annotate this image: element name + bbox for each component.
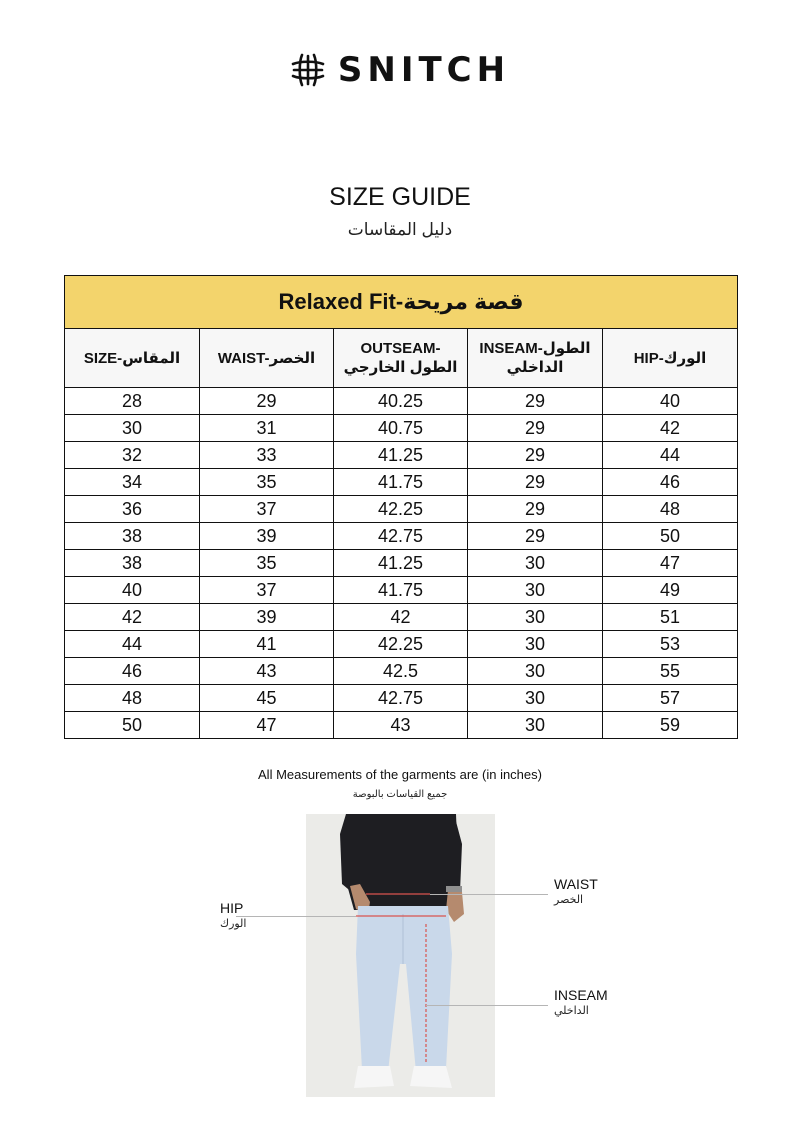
table-cell: 37 (200, 577, 334, 604)
brand-header (0, 50, 800, 90)
table-cell: 42 (65, 604, 200, 631)
model-photo (306, 814, 495, 1097)
page-title: SIZE GUIDE (329, 183, 471, 211)
column-header-label: HIP-الورك (633, 349, 707, 367)
column-header-label: SIZE-المقاس (83, 349, 181, 367)
table-cell: 41.25 (334, 550, 468, 577)
table-row (65, 442, 738, 469)
table-cell: 50 (65, 712, 200, 739)
column-header (334, 329, 468, 388)
inseam-label-text: INSEAM (554, 987, 608, 1003)
table-cell: 39 (200, 604, 334, 631)
fit-label: Relaxed Fit-قصة مريحة (65, 276, 738, 329)
table-cell: 47 (603, 550, 738, 577)
table-cell: 50 (603, 523, 738, 550)
table-cell: 29 (468, 388, 603, 415)
table-cell: 46 (65, 658, 200, 685)
table-cell: 53 (603, 631, 738, 658)
table-cell: 30 (468, 685, 603, 712)
table-cell: 37 (200, 496, 334, 523)
table-cell: 35 (200, 550, 334, 577)
waist-leader-line (430, 894, 548, 895)
table-row (65, 658, 738, 685)
table-cell: 40.75 (334, 415, 468, 442)
table-cell: 36 (65, 496, 200, 523)
table-cell: 42 (603, 415, 738, 442)
table-cell: 29 (468, 442, 603, 469)
column-header (468, 329, 603, 388)
table-cell: 40 (65, 577, 200, 604)
hash-grid-logo-icon (290, 52, 326, 88)
table-cell: 32 (65, 442, 200, 469)
table-cell: 43 (200, 658, 334, 685)
table-cell: 47 (200, 712, 334, 739)
table-row (65, 604, 738, 631)
column-header-label: INSEAM-الطول الداخلي (479, 340, 591, 376)
table-cell: 48 (65, 685, 200, 712)
table-cell: 30 (65, 415, 200, 442)
table-cell: 44 (65, 631, 200, 658)
table-cell: 41.25 (334, 442, 468, 469)
table-cell: 48 (603, 496, 738, 523)
table-cell: 41.75 (334, 469, 468, 496)
table-row (65, 631, 738, 658)
table-cell: 42 (334, 604, 468, 631)
waist-label-text: WAIST (554, 876, 598, 892)
table-cell: 43 (334, 712, 468, 739)
table-cell: 38 (65, 550, 200, 577)
column-header-label: WAIST-الخصر (217, 349, 316, 367)
column-header (65, 329, 200, 388)
table-row (65, 496, 738, 523)
table-cell: 40 (603, 388, 738, 415)
table-cell: 42.75 (334, 523, 468, 550)
table-cell: 34 (65, 469, 200, 496)
brand-name: SNITCH (337, 50, 511, 90)
table-cell: 44 (603, 442, 738, 469)
table-cell: 41.75 (334, 577, 468, 604)
table-cell: 38 (65, 523, 200, 550)
table-cell: 29 (468, 469, 603, 496)
table-cell: 31 (200, 415, 334, 442)
column-header-label: OUTSEAM-الطول الخارجي (343, 340, 458, 376)
table-row (65, 550, 738, 577)
table-cell: 28 (65, 388, 200, 415)
table-cell: 40.25 (334, 388, 468, 415)
table-cell: 42.25 (334, 496, 468, 523)
table-row (65, 415, 738, 442)
hip-leader-line (236, 916, 356, 917)
column-header (200, 329, 334, 388)
table-cell: 29 (200, 388, 334, 415)
measurement-note-arabic: جميع القياسات بالبوصة (352, 789, 448, 800)
size-table (64, 275, 738, 739)
table-row (65, 388, 738, 415)
table-cell: 41 (200, 631, 334, 658)
table-cell: 51 (603, 604, 738, 631)
table-cell: 29 (468, 496, 603, 523)
table-cell: 30 (468, 604, 603, 631)
table-cell: 30 (468, 577, 603, 604)
table-cell: 30 (468, 550, 603, 577)
table-cell: 35 (200, 469, 334, 496)
hip-label (220, 900, 246, 932)
measurement-note: All Measurements of the garments are (in inches) (258, 767, 542, 782)
inseam-label-arabic: الداخلي (554, 1005, 589, 1017)
table-cell: 57 (603, 685, 738, 712)
hip-label-arabic: الورك (220, 918, 247, 930)
table-cell: 29 (468, 523, 603, 550)
table-cell: 30 (468, 631, 603, 658)
table-row (65, 469, 738, 496)
table-cell: 45 (200, 685, 334, 712)
table-cell: 29 (468, 415, 603, 442)
table-row (65, 685, 738, 712)
table-cell: 42.5 (334, 658, 468, 685)
table-cell: 42.25 (334, 631, 468, 658)
table-cell: 55 (603, 658, 738, 685)
table-row (65, 712, 738, 739)
table-cell: 42.75 (334, 685, 468, 712)
table-cell: 33 (200, 442, 334, 469)
inseam-leader-line (426, 1005, 548, 1006)
waist-label-arabic: الخصر (554, 894, 584, 906)
table-cell: 49 (603, 577, 738, 604)
table-cell: 46 (603, 469, 738, 496)
table-cell: 30 (468, 658, 603, 685)
table-row (65, 577, 738, 604)
table-cell: 59 (603, 712, 738, 739)
table-cell: 30 (468, 712, 603, 739)
table-row (65, 523, 738, 550)
inseam-label (554, 987, 608, 1019)
waist-label (554, 876, 598, 908)
column-header (603, 329, 738, 388)
table-cell: 39 (200, 523, 334, 550)
hip-label-text: HIP (220, 900, 244, 916)
page-title-arabic: دليل المقاسات (347, 220, 453, 239)
